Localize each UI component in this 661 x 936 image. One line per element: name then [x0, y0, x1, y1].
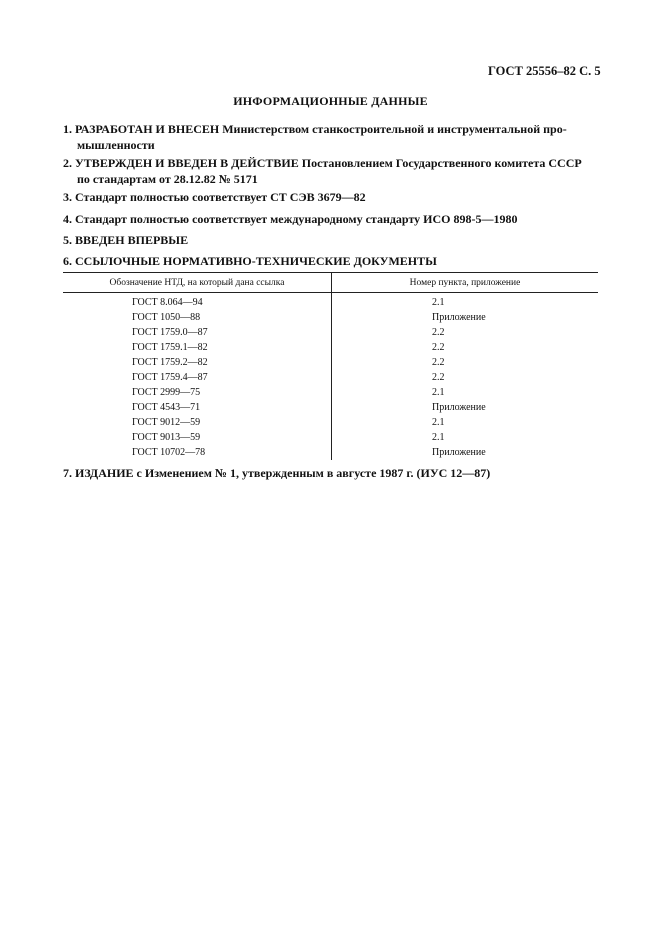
table-cell-doc: ГОСТ 1759.4—87	[63, 370, 332, 385]
page-header-doc-id: ГОСТ 25556–82 С. 5	[488, 64, 601, 78]
table-cell-doc: ГОСТ 1759.2—82	[63, 355, 332, 370]
table-cell-doc: ГОСТ 4543—71	[63, 400, 332, 415]
table-cell-doc: ГОСТ 10702—78	[63, 445, 332, 460]
table-row	[63, 370, 598, 385]
table-cell-doc: ГОСТ 9013—59	[63, 430, 332, 445]
table-cell-ref: 2.2	[432, 342, 445, 353]
info-item-7: 7. ИЗДАНИЕ с Изменением № 1, утвержденным в августе 1987 г. (ИУС 12—87)	[63, 466, 491, 480]
table-cell-ref: 2.2	[432, 357, 445, 368]
table-row	[63, 355, 598, 370]
table-row	[63, 340, 598, 355]
info-item-4: 4. Стандарт полностью соответствует международному стандарту ИСО 898-5—1980	[63, 212, 518, 226]
table-cell-ref: 2.1	[432, 417, 445, 428]
table-row	[63, 430, 598, 445]
info-item-2	[63, 155, 598, 187]
table-cell-doc: ГОСТ 9012—59	[63, 415, 332, 430]
table-header-doc: Обозначение НТД, на который дана ссылка	[63, 273, 332, 293]
table-cell-doc: ГОСТ 1759.0—87	[63, 325, 332, 340]
info-item-6: 6. ССЫЛОЧНЫЕ НОРМАТИВНО-ТЕХНИЧЕСКИЕ ДОКУМЕНТЫ	[63, 254, 437, 268]
table-cell-ref: 2.2	[432, 372, 445, 383]
table-row	[63, 445, 598, 460]
table-cell-ref: 2.1	[432, 387, 445, 398]
table-cell-ref: Приложение	[432, 312, 486, 323]
table-cell-ref: 2.1	[432, 432, 445, 443]
table-cell-doc: ГОСТ 2999—75	[63, 385, 332, 400]
table-row	[63, 293, 598, 311]
info-item-3: 3. Стандарт полностью соответствует СТ СЭВ 3679—82	[63, 190, 366, 204]
info-item-1-line-2: мышленности	[77, 138, 155, 152]
table-row	[63, 385, 598, 400]
info-item-1-line-1: 1. РАЗРАБОТАН И ВНЕСЕН Министерством станкостроительной и инструментальной про-	[63, 122, 567, 136]
info-item-2-line-1: 2. УТВЕРЖДЕН И ВВЕДЕН В ДЕЙСТВИЕ Постановлением Государственного комитета СССР	[63, 156, 582, 170]
table-cell-doc: ГОСТ 1050—88	[63, 310, 332, 325]
table-cell-doc: ГОСТ 8.064—94	[63, 293, 332, 311]
info-item-5: 5. ВВЕДЕН ВПЕРВЫЕ	[63, 233, 189, 247]
table-cell-ref: Приложение	[432, 447, 486, 458]
table-row	[63, 325, 598, 340]
table-header-ref: Номер пункта, приложение	[332, 273, 599, 293]
section-title: ИНФОРМАЦИОННЫЕ ДАННЫЕ	[233, 94, 428, 108]
table-cell-ref: 2.1	[432, 297, 445, 308]
table-cell-ref: 2.2	[432, 327, 445, 338]
table-cell-ref: Приложение	[432, 402, 486, 413]
info-item-2-line-2: по стандартам от 28.12.82 № 5171	[77, 172, 258, 186]
reference-documents-table	[63, 272, 598, 460]
table-row	[63, 400, 598, 415]
table-row	[63, 415, 598, 430]
info-item-1	[63, 121, 598, 153]
table-header-row	[63, 273, 598, 293]
table-row	[63, 310, 598, 325]
table-cell-doc: ГОСТ 1759.1—82	[63, 340, 332, 355]
